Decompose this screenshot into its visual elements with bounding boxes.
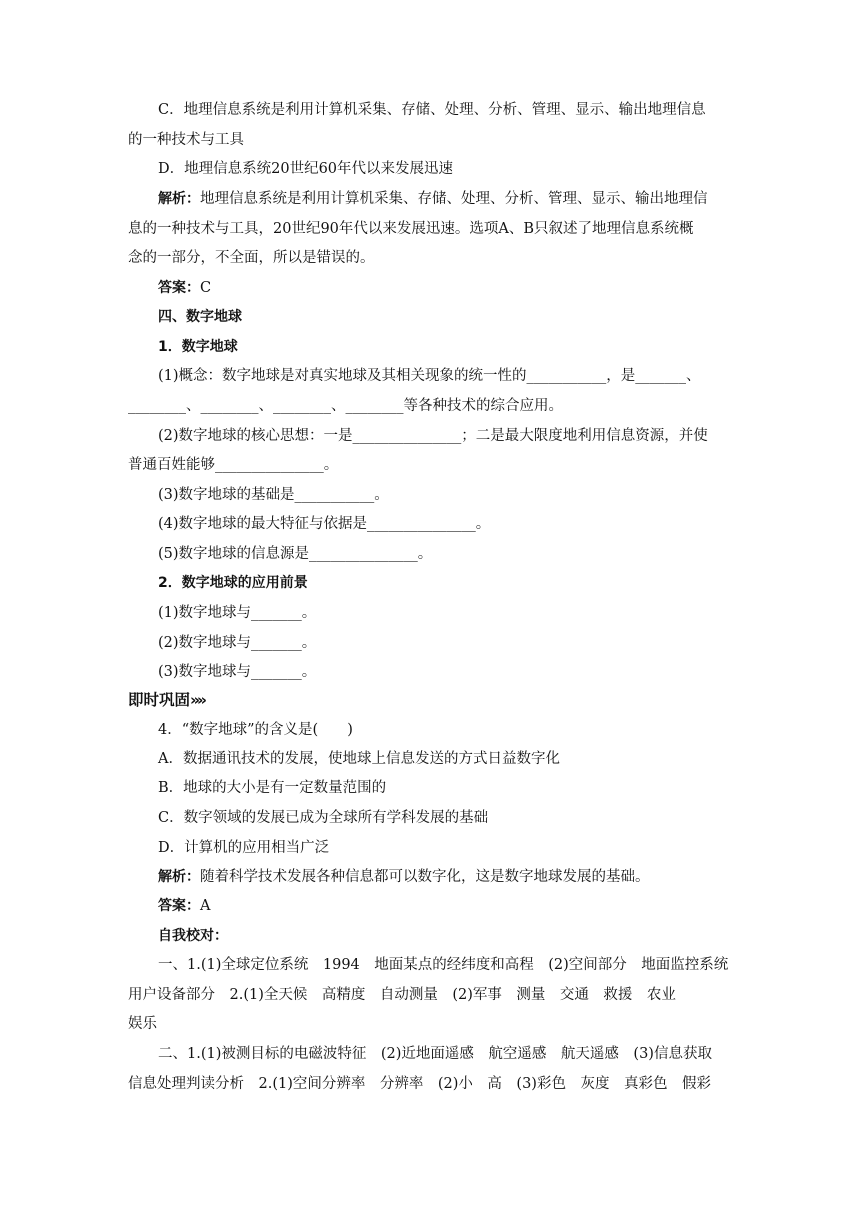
question-4-option-d: D．计算机的应用相当广泛 [158, 840, 330, 856]
fill-blank-2-line-1: (2)数字地球的核心思想：一是_______________；二是最大限度地利用信息资源，并使 [158, 428, 708, 444]
question-4-option-a: A．数据通讯技术的发展，使地球上信息发送的方式日益数字化 [158, 751, 560, 767]
practice-heading-text: 即时巩固 [128, 691, 191, 709]
answer-1 [158, 278, 211, 298]
fill-blank-1-line-1: (1)概念：数字地球是对真实地球及其相关现象的统一性的___________，是_______、 [158, 368, 701, 384]
prospect-2: (2)数字地球与_______。 [158, 635, 317, 651]
option-d-line: D．地理信息系统20世纪60年代以来发展迅速 [158, 161, 454, 177]
question-4-option-b: B．地球的大小是有一定数量范围的 [158, 780, 387, 796]
subsection-heading-2: 2．数字地球的应用前景 [158, 575, 308, 591]
fill-blank-5: (5)数字地球的信息源是_______________。 [158, 546, 433, 562]
analysis-label: 解析： [158, 191, 200, 207]
analysis-1-line-1 [158, 189, 708, 209]
analysis-2 [158, 867, 650, 887]
fill-blank-1-line-2: ________、________、________、________等各种技术的综合应用。 [128, 398, 563, 414]
double-chevron-icon: »» [190, 691, 205, 709]
answer-2 [158, 896, 210, 916]
fill-blank-2-line-2: 普通百姓能够_______________。 [128, 457, 339, 473]
analysis-text: 随着科学技术发展各种信息都可以数字化，这是数字地球发展的基础。 [200, 869, 650, 885]
self-check-1-line-3: 娱乐 [128, 1016, 157, 1032]
subsection-heading-1: 1．数字地球 [158, 339, 238, 355]
self-check-1-line-2: 用户设备部分 2.(1)全天候 高精度 自动测量 (2)军事 测量 交通 救援 农业 [128, 987, 676, 1003]
self-check-heading: 自我校对： [158, 928, 228, 944]
fill-blank-3: (3)数字地球的基础是___________。 [158, 487, 389, 503]
self-check-2-line-1: 二、1.(1)被测目标的电磁波特征 (2)近地面遥感 航空遥感 航天遥感 (3)信息获取 [158, 1046, 712, 1062]
option-c-line-2: 的一种技术与工具 [128, 132, 244, 148]
question-4-option-c: C．数字领域的发展已成为全球所有学科发展的基础 [158, 810, 489, 826]
fill-blank-4: (4)数字地球的最大特征与依据是_______________。 [158, 516, 491, 532]
analysis-1-line-3: 念的一部分，不全面，所以是错误的。 [128, 250, 375, 266]
analysis-label: 解析： [158, 869, 200, 885]
analysis-text: 地理信息系统是利用计算机采集、存储、处理、分析、管理、显示、输出地理信 [200, 191, 708, 207]
analysis-1-line-2: 息的一种技术与工具，20世纪90年代以来发展迅速。选项A、B只叙述了地理信息系统概 [128, 221, 694, 237]
answer-value: C [200, 280, 212, 296]
answer-value: A [200, 898, 211, 914]
section-heading-4: 四、数字地球 [158, 309, 242, 325]
practice-heading [128, 690, 204, 710]
answer-label: 答案： [158, 280, 200, 296]
self-check-1-line-1: 一、1.(1)全球定位系统 1994 地面某点的经纬度和高程 (2)空间部分 地面监控系统 [158, 957, 729, 973]
question-4: 4．“数字地球”的含义是( ) [158, 722, 353, 738]
self-check-2-line-2: 信息处理判读分析 2.(1)空间分辨率 分辨率 (2)小 高 (3)彩色 灰度 真彩色 假彩 [128, 1076, 711, 1092]
answer-label: 答案： [158, 898, 200, 914]
prospect-3: (3)数字地球与_______。 [158, 664, 317, 680]
prospect-1: (1)数字地球与_______。 [158, 605, 317, 621]
option-c-line-1: C．地理信息系统是利用计算机采集、存储、处理、分析、管理、显示、输出地理信息 [158, 102, 706, 118]
